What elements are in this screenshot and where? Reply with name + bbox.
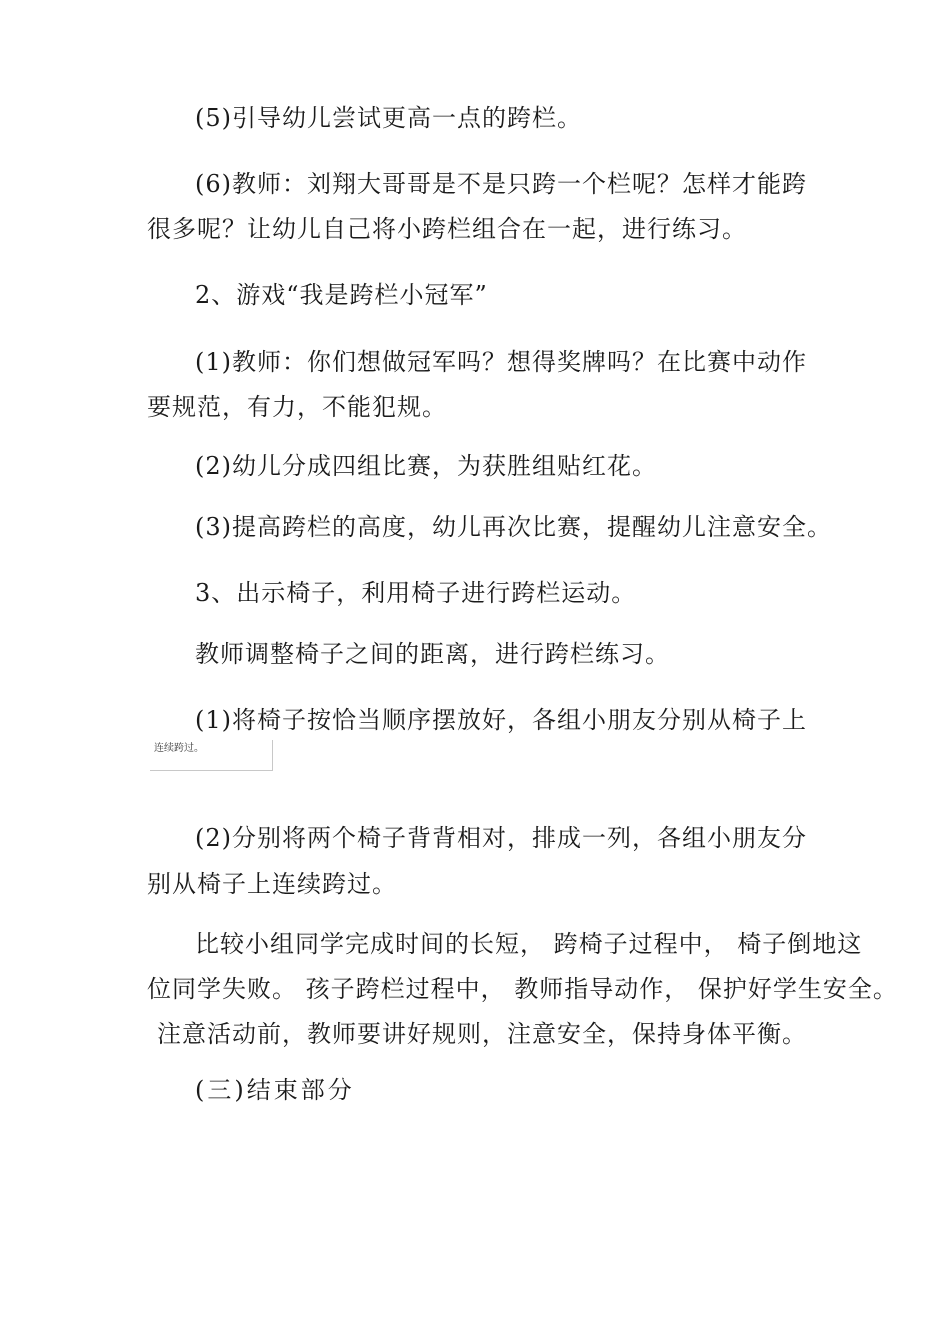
paragraph-line: (1)将椅子按恰当顺序摆放好，各组小朋友分别从椅子上 [195, 706, 807, 734]
paragraph-line: (3)提高跨栏的高度，幼儿再次比赛，提醒幼儿注意安全。 [195, 513, 832, 541]
paragraph-line: (2)幼儿分成四组比赛，为获胜组贴红花。 [195, 452, 657, 480]
paragraph-line: 注意活动前，教师要讲好规则，注意安全，保持身体平衡。 [157, 1020, 807, 1048]
text-fragment-box [150, 740, 273, 771]
paragraph-line: 很多呢？让幼儿自己将小跨栏组合在一起，进行练习。 [147, 215, 747, 243]
section-heading: (三)结束部分 [195, 1076, 355, 1104]
paragraph-line: (5)引导幼儿尝试更高一点的跨栏。 [195, 104, 582, 132]
section-heading: 2、游戏“我是跨栏小冠军” [195, 281, 488, 309]
paragraph-line: 教师调整椅子之间的距离，进行跨栏练习。 [195, 640, 670, 668]
section-heading: 3、出示椅子，利用椅子进行跨栏运动。 [195, 579, 637, 607]
paragraph-line: (1)教师：你们想做冠军吗？想得奖牌吗？在比赛中动作 [195, 348, 807, 376]
paragraph-line: 位同学失败。 孩子跨栏过程中， 教师指导动作， 保护好学生安全。 [147, 975, 898, 1003]
fragment-text: 连续跨过。 [154, 743, 204, 754]
paragraph-line: 要规范，有力，不能犯规。 [147, 393, 447, 421]
paragraph-line: 比较小组同学完成时间的长短， 跨椅子过程中， 椅子倒地这 [195, 930, 863, 958]
paragraph-line: (6)教师：刘翔大哥哥是不是只跨一个栏呢？怎样才能跨 [195, 170, 807, 198]
paragraph-line: 别从椅子上连续跨过。 [147, 870, 397, 898]
paragraph-line: (2)分别将两个椅子背背相对，排成一列，各组小朋友分 [195, 824, 807, 852]
